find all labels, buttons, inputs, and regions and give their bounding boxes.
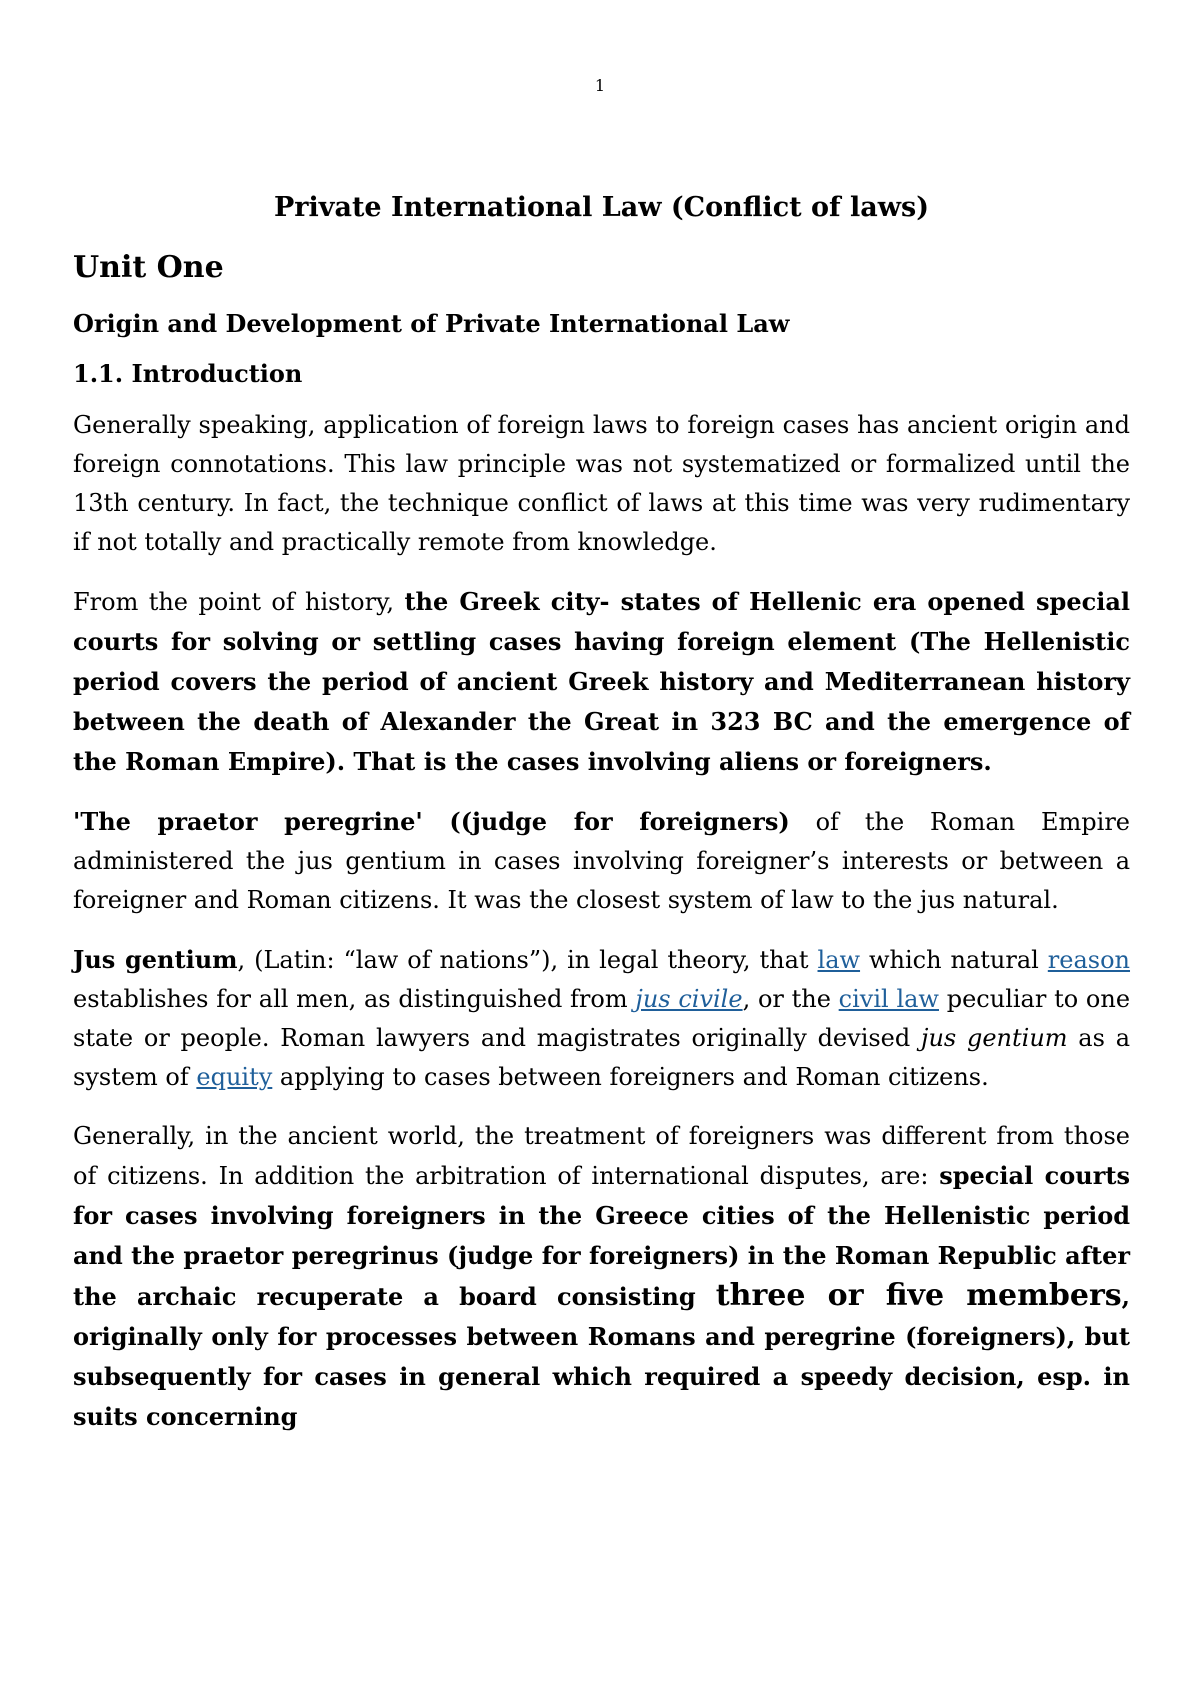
three-or-five-members: three or five members <box>715 1278 1122 1313</box>
paragraph-praetor <box>73 802 1130 920</box>
paragraph-greek-bold: the Greek city- states of Hellenic era opened special courts for solving or settling cases having foreign element (The Hellenistic period covers the period of ancient Greek history and Mediterranean history between the death of Alexander the Great in 323 BC and the emergence of the Roman Empire). That is the cases involving aliens or foreigners. <box>73 587 1131 776</box>
link-civil-law[interactable]: civil law <box>838 985 939 1013</box>
document-body <box>73 190 1130 1457</box>
paragraph-intro-text: Generally speaking, application of foreign laws to foreign cases has ancient origin and foreign connotations. This law principle was not systematized or formalized until the 13th century. In fact, the technique conflict of laws at this time was very rudimentary if not totally and practically remote from knowledge. <box>73 411 1130 556</box>
jus-gentium-text-3: establishes for all men, as distinguished from <box>73 985 636 1013</box>
jus-gentium-text-4: , or the <box>742 985 839 1013</box>
paragraph-praetor-text: of the Roman Empire administered the jus gentium in cases involving foreigner’s interests or between a foreigner and Roman citizens. It was the closest system of law to the jus natural. <box>73 808 1130 914</box>
jus-gentium-text-6: as a system of <box>73 1024 1130 1091</box>
jus-gentium-text-5: peculiar to one state or people. Roman lawyers and magistrates originally devised <box>73 985 1131 1052</box>
paragraph-greek-history <box>73 582 1130 782</box>
paragraph-ancient-lead: Generally, in the ancient world, the treatment of foreigners was different from those of citizens. In addition the arbitration of international disputes, are: <box>73 1122 1130 1190</box>
jus-gentium-text-2: which natural <box>860 946 1048 974</box>
jus-gentium-italic: jus gentium <box>921 1024 1068 1052</box>
paragraph-ancient-world <box>73 1117 1130 1437</box>
paragraph-greek-lead: From the point of history, <box>73 588 405 616</box>
link-reason[interactable]: reason <box>1047 946 1131 974</box>
link-law[interactable]: law <box>817 946 861 974</box>
paragraph-intro <box>73 406 1130 562</box>
unit-heading: Unit One <box>73 250 224 285</box>
jus-gentium-text-7: applying to cases between foreigners and Roman citizens. <box>272 1063 989 1091</box>
paragraph-jus-gentium <box>73 940 1130 1097</box>
document-title: Private International Law (Conflict of laws) <box>273 192 929 223</box>
link-jus-civile[interactable]: jus civile <box>635 985 743 1013</box>
link-equity[interactable]: equity <box>196 1063 273 1091</box>
praetor-peregrine-term: 'The praetor peregrine' ((judge for foreigners) <box>73 807 790 836</box>
jus-gentium-text-1: , (Latin: “law of nations”), in legal theory, that <box>237 946 818 974</box>
paragraph-ancient-bold-2: , originally only for processes between Romans and peregrine (foreigners), but subsequently for cases in general which required a speedy decision, esp. in suits concerning <box>73 1282 1131 1431</box>
section-heading: 1.1. Introduction <box>73 359 303 388</box>
jus-gentium-term: Jus gentium <box>73 945 238 974</box>
unit-subtitle: Origin and Development of Private International Law <box>73 309 790 338</box>
paragraph-ancient-bold-1: special courts for cases involving foreigners in the Greece cities of the Hellenistic period and the praetor peregrinus (judge for foreigners) in the Roman Republic after the archaic recuperate a board consisting <box>73 1161 1130 1311</box>
page-number: 1 <box>594 76 606 95</box>
